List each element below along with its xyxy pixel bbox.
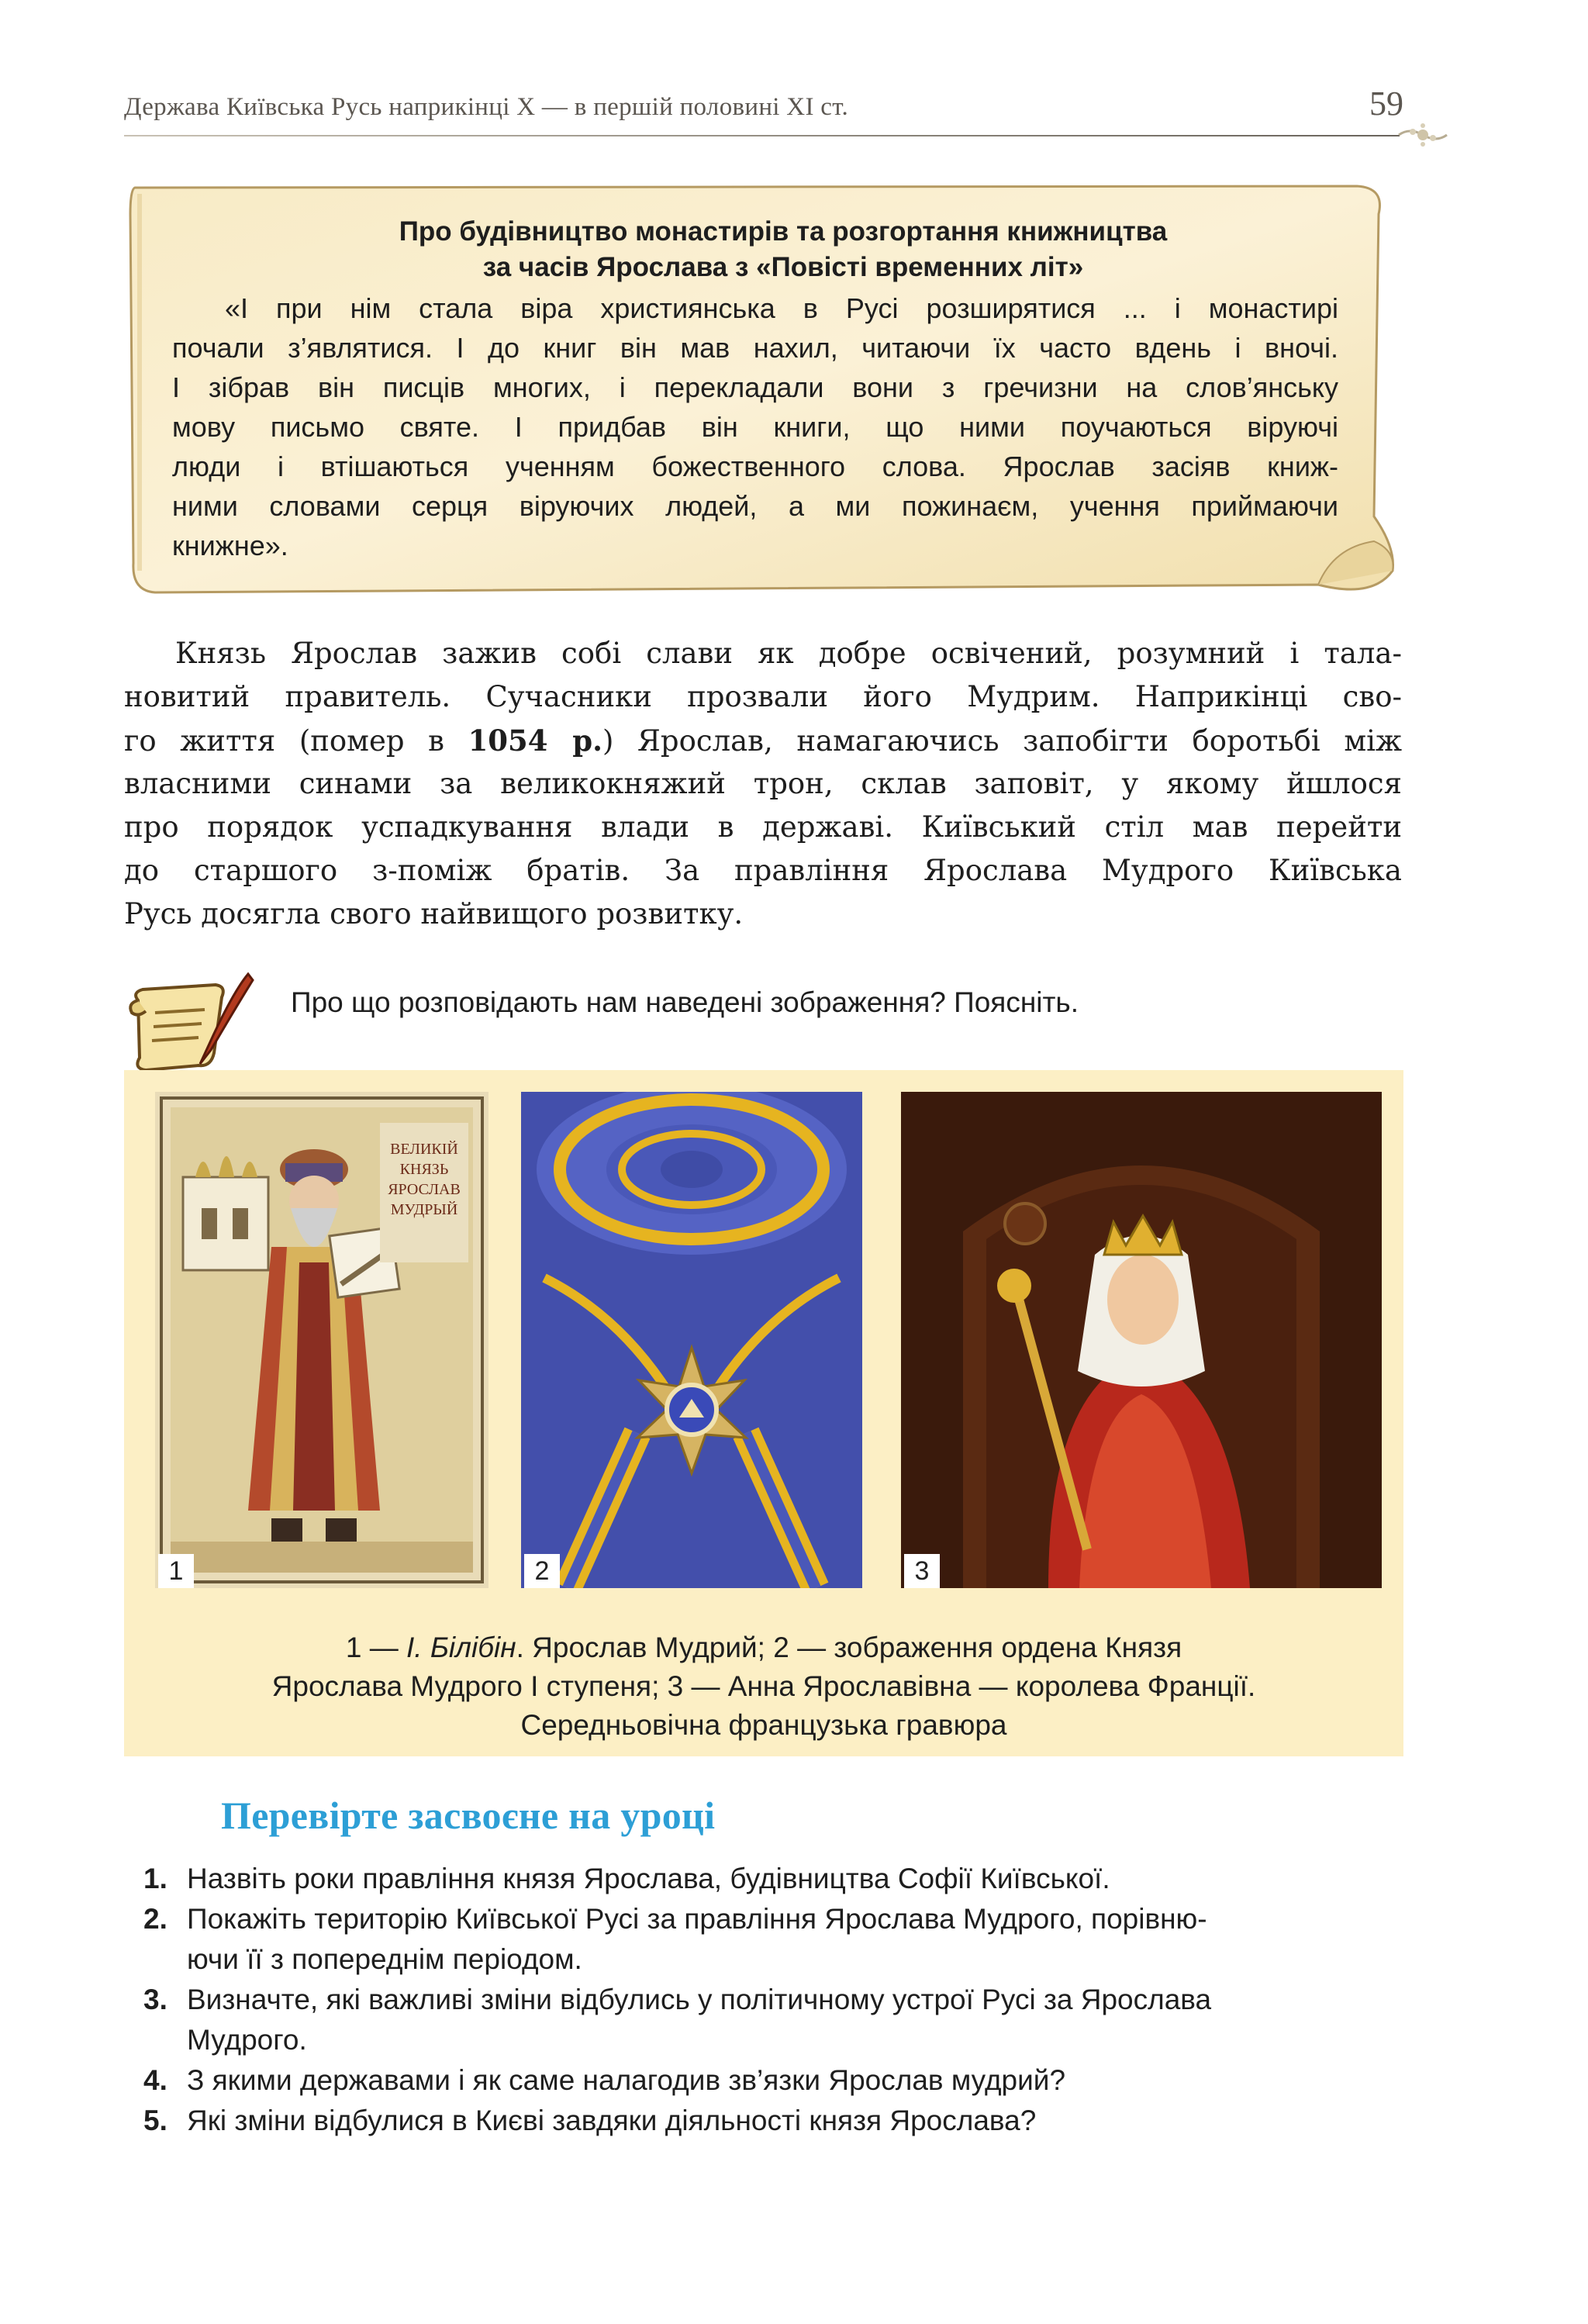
figure-number: 1 bbox=[158, 1554, 194, 1588]
paragraph-line: про порядок успадкування влади в державі. Київський стіл мав перейти bbox=[124, 810, 1402, 844]
paragraph-line bbox=[124, 719, 1402, 763]
ribbon-rosette bbox=[537, 1092, 847, 1255]
figure-number: 3 bbox=[904, 1554, 940, 1588]
page-number: 59 bbox=[1369, 85, 1403, 123]
bilibin-yaroslav-illustration bbox=[155, 1092, 488, 1588]
quote-line: І зібрав він писців многих, і перекладали вони з гречизни на слов’янську bbox=[172, 371, 1338, 403]
question-text: Визначте, які важливі зміни відбулись у політичному устрої Русі за Ярослава bbox=[187, 1984, 1212, 2015]
death-year: 1054 р. bbox=[468, 723, 603, 758]
figure-caption-line: Ярослава Мудрого I ступеня; 3 — Анна Ярославівна — королева Франції. bbox=[271, 1670, 1256, 1702]
figure-number: 2 bbox=[524, 1554, 560, 1588]
quote-title-line: за часів Ярослава з «Повісті временних літ» bbox=[482, 252, 1084, 282]
paragraph-line: до старшого з-поміж братів. За правління Ярослава Мудрого Київська bbox=[124, 854, 1402, 887]
question-text: Які зміни відбулися в Києві завдяки діяльності князя Ярослава? bbox=[187, 2105, 1037, 2136]
paragraph-line: власними синами за великокняжий трон, склав заповіт, у якому йшлося bbox=[124, 767, 1402, 800]
quote-title-line: Про будівництво монастирів та розгортання книжництва bbox=[399, 216, 1168, 247]
flourish-ornament-icon bbox=[1396, 116, 1450, 154]
anna-yaroslavna-portrait bbox=[901, 1092, 1382, 1588]
question-number: 2. bbox=[143, 1903, 167, 1935]
quote-line: книжне». bbox=[172, 530, 288, 561]
question-text: Покажіть територію Київської Русі за правління Ярослава Мудрого, порівню- bbox=[187, 1903, 1207, 1935]
order-of-yaroslav-medal bbox=[521, 1092, 862, 1588]
quote-line: почали з’являтися. І до книг він мав нахил, читаючи їх часто вдень і вночі. bbox=[172, 332, 1338, 364]
illustration-inscription: ВЕЛИКІЙ bbox=[390, 1141, 458, 1158]
question-text: Назвіть роки правління князя Ярослава, будівництва Софії Київської. bbox=[187, 1863, 1110, 1894]
task-prompt: Про що розповідають нам наведені зображення? Поясніть. bbox=[291, 986, 1079, 1018]
quote-line: люди і втішаються ученням божественного слова. Ярослав засіяв книж- bbox=[172, 451, 1338, 482]
question-number: 5. bbox=[143, 2105, 167, 2136]
quote-line: «І при нім стала віра християнська в Русі розширятися ... і монастирі bbox=[225, 292, 1338, 324]
section-heading: Перевірте засвоєне на уроці bbox=[221, 1794, 716, 1837]
question-number: 3. bbox=[143, 1984, 167, 2015]
quote-line: мову письмо святе. І придбав він книги, що ними поучаються віруючі bbox=[172, 411, 1338, 443]
quote-line: ними словами серця віруючих людей, а ми пожинаєм, учення приймаючи bbox=[172, 490, 1338, 522]
quote-title bbox=[186, 214, 1380, 285]
header-rule bbox=[124, 135, 1400, 136]
question-text: ючи її з попереднім періодом. bbox=[187, 1943, 582, 1975]
running-header: Держава Київська Русь наприкінці X — в першій половині XI ст. bbox=[124, 93, 849, 121]
illustration-inscription: ЯРОСЛАВ bbox=[388, 1181, 461, 1198]
caption-text: 1 — bbox=[345, 1632, 406, 1663]
caption-text: . Ярослав Мудрий; 2 — зображення ордена Князя bbox=[516, 1632, 1182, 1663]
figure-caption-line bbox=[140, 1628, 1388, 1667]
scroll-quill-icon bbox=[124, 969, 260, 1082]
figure-caption-line: Середньовічна французька гравюра bbox=[520, 1709, 1007, 1741]
paragraph-line: Князь Ярослав зажив собі слави як добре освічений, розумний і тала- bbox=[175, 637, 1402, 670]
illustration-inscription: КНЯЗЬ bbox=[399, 1161, 449, 1178]
question-text: З якими державами і як саме налагодив зв’язки Ярослав мудрий? bbox=[187, 2064, 1066, 2096]
paragraph-line: Русь досягла свого найвищого розвитку. bbox=[124, 897, 744, 931]
paragraph-line: новитий правитель. Сучасники прозвали його Мудрим. Наприкінці сво- bbox=[124, 680, 1402, 713]
caption-author: І. Білібін bbox=[406, 1632, 516, 1663]
paragraph-text: го життя (помер в bbox=[124, 724, 468, 758]
illustration-inscription: МУДРЫЙ bbox=[390, 1201, 458, 1218]
question-number: 1. bbox=[143, 1863, 167, 1894]
question-text: Мудрого. bbox=[187, 2024, 307, 2056]
question-number: 4. bbox=[143, 2064, 167, 2096]
paragraph-text: ) Ярослав, намагаючись запобігти боротьбі між bbox=[602, 724, 1402, 758]
